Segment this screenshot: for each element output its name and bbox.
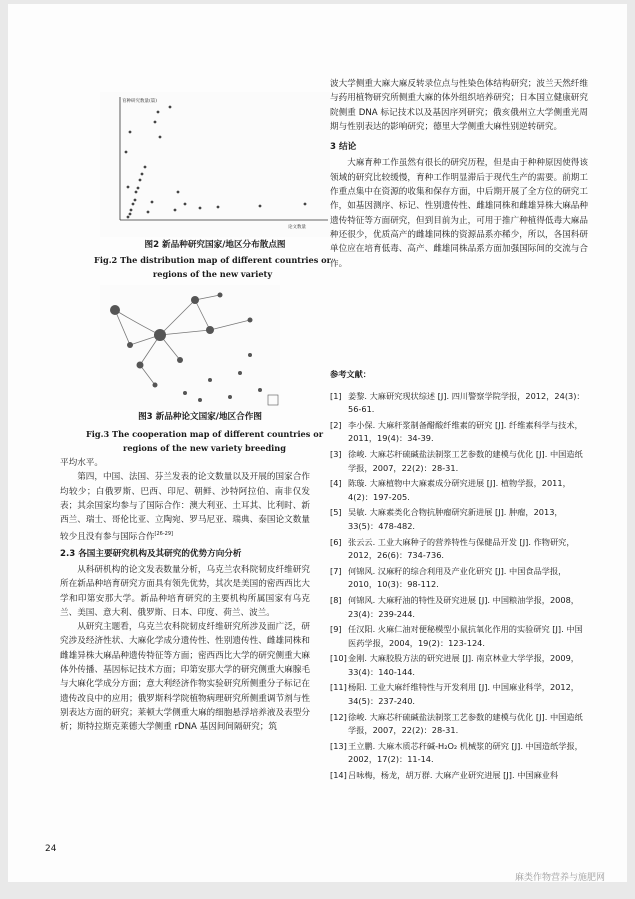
reference-item bbox=[330, 769, 590, 783]
paragraph: 从科研机构的论文发表数量分析，乌克兰农科院韧皮纤维研究所在新品种培育研究方面具有领先优势，其次是美国的密西西比大学和印第安那大学。新品种培育研究的主要机构所属国家有乌克兰、美国、意大利、俄罗斯、日本、印度、荷兰、波兰。 bbox=[60, 564, 310, 618]
figure-3-caption-en-2: regions of the new variety breeding bbox=[123, 443, 286, 453]
reference-item bbox=[330, 536, 590, 563]
reference-text: 陈璇. 大麻植物中大麻素成分研究进展 [J]. 植物学报，2011，4(2)：197-205. bbox=[348, 478, 571, 502]
reference-text: 徐峻. 大麻芯秆硫碱盐法制浆工艺参数的建模与优化 [J]. 中国造纸学报，2007，22(2)：28-31. bbox=[348, 448, 583, 473]
figure-2-caption-en-1: Fig.2 The distribution map of different countries or bbox=[94, 255, 331, 265]
reference-text: 杨阳. 工业大麻纤维特性与开发利用 [J]. 中国麻业科学，2012，34(5)：237-240. bbox=[348, 682, 579, 707]
reference-text: 何锦风. 大麻籽油的特性及研究进展 [J]. 中国粮油学报，2008，23(4)：239-244. bbox=[348, 594, 579, 619]
y-axis-label: 育种研究数量(篇) bbox=[122, 99, 158, 104]
reference-item bbox=[330, 419, 590, 446]
reference-number: [6] bbox=[330, 536, 342, 547]
reference-number: [11] bbox=[330, 682, 347, 693]
x-axis-label: 论文数量 bbox=[288, 225, 306, 230]
reference-list bbox=[330, 390, 590, 783]
section-heading-3: 3 结论 bbox=[330, 142, 357, 153]
reference-text: 徐峻. 大麻芯秆硫碱盐法制浆工艺参数的建模与优化 [J]. 中国造纸学报，2007，22(2)：28-31. bbox=[348, 711, 583, 736]
reference-text: 王立鹏. 大麻木质芯秆碱-H₂O₂ 机械浆的研究 [J]. 中国造纸学报，2002，17(2)：11-14. bbox=[348, 740, 583, 765]
reference-item bbox=[330, 594, 590, 621]
reference-item bbox=[330, 506, 590, 533]
section-heading-2-3: 2.3 各国主要研究机构及其研究的优势方向分析 bbox=[60, 548, 242, 559]
reference-number: [4] bbox=[330, 478, 342, 489]
paragraph: 从研究主题看，乌克兰农科院韧皮纤维研究所涉及面广泛，研究涉及经济性状、大麻化学成分遗传性、性别遗传性、雌雄同株和雌雄异株大麻品种遗传特征等方面；密西西比大学的研究侧重大麻体外传播、基因标记技术方面；印第安那大学的研究侧重大麻腺毛与大麻化学成分方面；意大利经济作物实验研究所侧重分子标记在遗传改良中的应用；俄罗斯科学院植物病理研究所侧重调节剂与性别表达方面的研究；莱顿大学侧重大麻的细胞悬浮培养液及表型分析；斯特拉斯克莱德大学侧重 rDNA 基因间间隔研究；筑 bbox=[60, 622, 310, 733]
references bbox=[330, 368, 590, 785]
reference-item bbox=[330, 565, 590, 592]
paragraph: 平均水平。 bbox=[60, 458, 103, 468]
page-number: 24 bbox=[45, 844, 57, 854]
figure-3-caption-en-1: Fig.3 The cooperation map of different countries or bbox=[85, 429, 324, 439]
reference-number: [14] bbox=[330, 770, 347, 781]
paragraph: 第四，中国、法国、芬兰发表的论文数量以及开展的国家合作均较少；白俄罗斯、巴西、印尼、朝鲜、沙特阿拉伯、南非仅发表；其余国家均参与了国际合作：澳大利亚、土耳其、比利时、新西兰、瑞士、哥伦比亚、立陶宛、罗马尼亚、瑞典、泰国论文数量较少且没有参与国际合作[26-29] bbox=[60, 472, 310, 543]
reference-number: [12] bbox=[330, 711, 347, 722]
reference-number: [2] bbox=[330, 419, 342, 430]
reference-number: [7] bbox=[330, 565, 342, 576]
network-edges bbox=[115, 295, 250, 385]
cooperation-network bbox=[100, 285, 280, 410]
reference-text: 张云云. 工业大麻种子的营养特性与保健品开发 [J]. 作物研究，2012，26(6)：734-736. bbox=[348, 536, 575, 561]
reference-text: 李小保. 大麻秆浆制备醋酸纤维素的研究 [J]. 纤维素科学与技术，2011，19(4)：34-39. bbox=[348, 419, 583, 444]
references-title: 参考文献： bbox=[330, 369, 371, 379]
compass-icon bbox=[268, 395, 278, 405]
reference-text: 金刚. 大麻胶股方法的研究进展 [J]. 南京林业大学学报，2009，33(4)：140-144. bbox=[348, 653, 579, 677]
reference-number: [1] bbox=[330, 390, 342, 401]
reference-number: [8] bbox=[330, 594, 342, 605]
figure-2-caption-cn: 图2 新品种研究国家/地区分布散点图 bbox=[144, 240, 286, 250]
reference-text: 任汉阳. 火麻仁油对便秘模型小鼠抗氧化作用的实验研究 [J]. 中国医药学报，2004，19(2)：123-124. bbox=[348, 624, 583, 648]
right-column bbox=[330, 77, 588, 271]
reference-item bbox=[330, 740, 590, 767]
reference-number: [9] bbox=[330, 624, 342, 635]
reference-number: [10] bbox=[330, 653, 347, 664]
paragraph: 波大学侧重大麻大麻反转录位点与性染色体结构研究；波兰天然纤维与药用植物研究所侧重大麻的体外组织培养研究；日本国立健康研究院侧重 DNA 标记技术以及基因序列研究；俄亥俄州立大学侧重光周期与性别表达的影响研究；德里大学侧重大麻性别逆转研究。 bbox=[330, 79, 588, 132]
scatter-plot bbox=[100, 92, 330, 237]
watermark: 麻类作物营养与施肥网 bbox=[515, 873, 606, 883]
reference-item bbox=[330, 448, 590, 475]
figure-2-scatter bbox=[100, 92, 330, 237]
reference-text: 吕咏梅，杨龙，胡万群. 大麻产业研究进展 [J]. 中国麻业科 bbox=[348, 770, 559, 781]
reference-item bbox=[330, 390, 590, 417]
paragraph: 大麻育种工作虽然有很长的研究历程，但是由于种种原因使得该领域的研究比较缓慢，育种工作明显滞后于现代生产的需要。前期工作重点集中在资源的收集和保存方面，中后期开展了全方位的研究工作，如基因测序、标记、性别遗传性、雌雄同株和雌雄异株大麻品种遗传特征等方面研究，但到目前为止，可用于推广种植得低毒大麻品种还很少，优质高产的雌雄同株的资源品系亦稀少，所以，各国科研单位应在培育低毒、高产、雌雄同株品系方面加强国际间的交流与合作。 bbox=[330, 158, 588, 269]
reference-number: [13] bbox=[330, 740, 347, 751]
reference-number: [3] bbox=[330, 448, 342, 459]
reference-text: 吴敏. 大麻素类化合物抗肿瘤研究新进展 [J]. 肿瘤，2013，33(5)：478-482. bbox=[348, 507, 563, 531]
reference-item bbox=[330, 652, 590, 679]
reference-number: [5] bbox=[330, 507, 342, 518]
figure-3-caption-cn: 图3 新品种论文国家/地区合作图 bbox=[138, 412, 262, 422]
reference-item bbox=[330, 711, 590, 738]
reference-item bbox=[330, 623, 590, 650]
left-column bbox=[60, 456, 310, 735]
reference-text: 姜黎. 大麻研究现状综述 [J]. 四川警察学院学报，2012，24(3)：56-61. bbox=[348, 390, 585, 415]
figure-2-caption-en-2: regions of the new variety bbox=[152, 269, 273, 279]
reference-text: 何锦风. 汉麻籽的综合利用及产业化研究 [J]. 中国食品学报，2010，10(3)：98-112. bbox=[348, 565, 567, 590]
reference-item bbox=[330, 681, 590, 708]
scatter-points bbox=[125, 106, 307, 219]
reference-item bbox=[330, 477, 590, 504]
figure-3-network bbox=[100, 285, 280, 410]
